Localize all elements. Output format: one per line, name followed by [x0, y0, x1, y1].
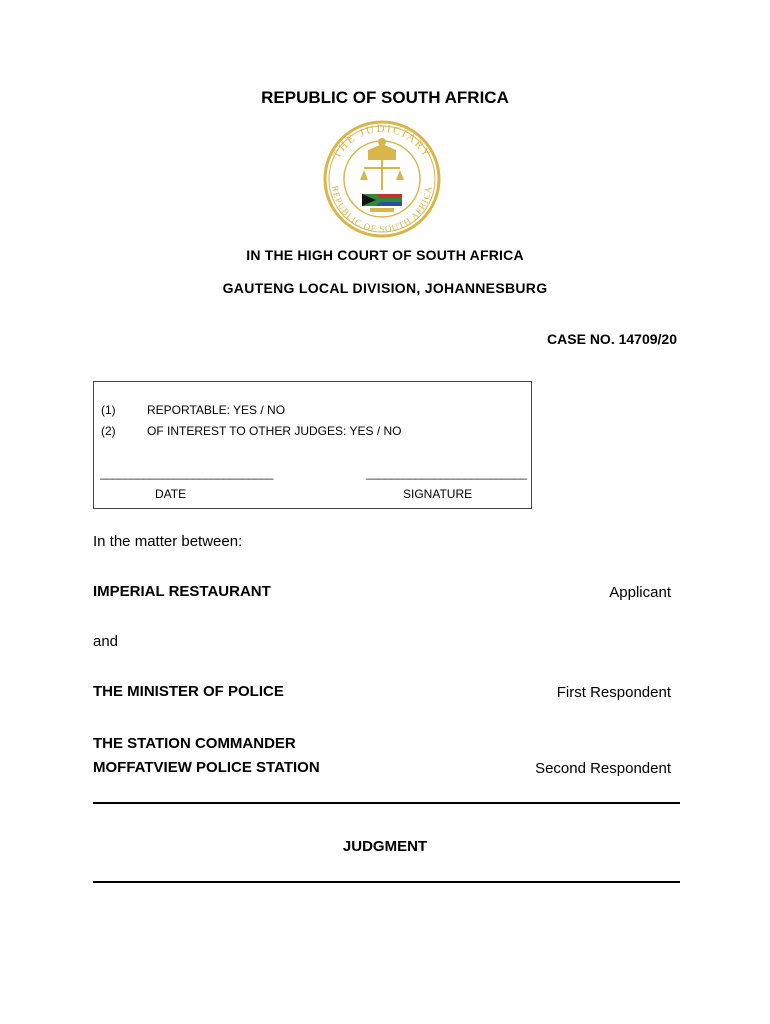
- divider-bottom: [93, 881, 680, 883]
- second-respondent-name-line2: MOFFATVIEW POLICE STATION: [93, 759, 320, 776]
- date-line: ____________________________: [100, 466, 273, 480]
- applicant-name: IMPERIAL RESTAURANT: [93, 583, 271, 600]
- reportable-label: REPORTABLE: YES / NO: [147, 403, 286, 417]
- country-title: REPUBLIC OF SOUTH AFRICA: [261, 88, 509, 107]
- applicant-role: Applicant: [609, 584, 671, 601]
- item-2-number: (2): [101, 424, 116, 438]
- signature-label: SIGNATURE: [403, 487, 473, 501]
- item-1-number: (1): [101, 403, 116, 417]
- court-division: GAUTENG LOCAL DIVISION, JOHANNESBURG: [222, 280, 548, 296]
- first-respondent-role: First Respondent: [556, 684, 671, 701]
- second-respondent-role: Second Respondent: [535, 760, 671, 777]
- judgment-heading: JUDGMENT: [342, 838, 428, 855]
- date-label: DATE: [155, 487, 187, 501]
- judiciary-seal-icon: [318, 120, 446, 238]
- seal-top-text: THE JUDICIARY: [330, 122, 434, 161]
- seal-bottom-text: REPUBLIC OF SOUTH AFRICA: [330, 184, 434, 235]
- interest-label: OF INTEREST TO OTHER JUDGES: YES / NO: [147, 424, 402, 438]
- case-number: CASE NO. 14709/20: [547, 331, 677, 347]
- matter-intro: In the matter between:: [93, 533, 243, 550]
- divider-top: [93, 802, 680, 804]
- court-name: IN THE HIGH COURT OF SOUTH AFRICA: [246, 247, 524, 263]
- second-respondent-name-line1: THE STATION COMMANDER: [93, 735, 296, 752]
- reportable-box: [93, 381, 532, 509]
- signature-line: __________________________: [366, 466, 527, 480]
- conjunction-and: and: [93, 633, 119, 650]
- first-respondent-name: THE MINISTER OF POLICE: [93, 683, 284, 700]
